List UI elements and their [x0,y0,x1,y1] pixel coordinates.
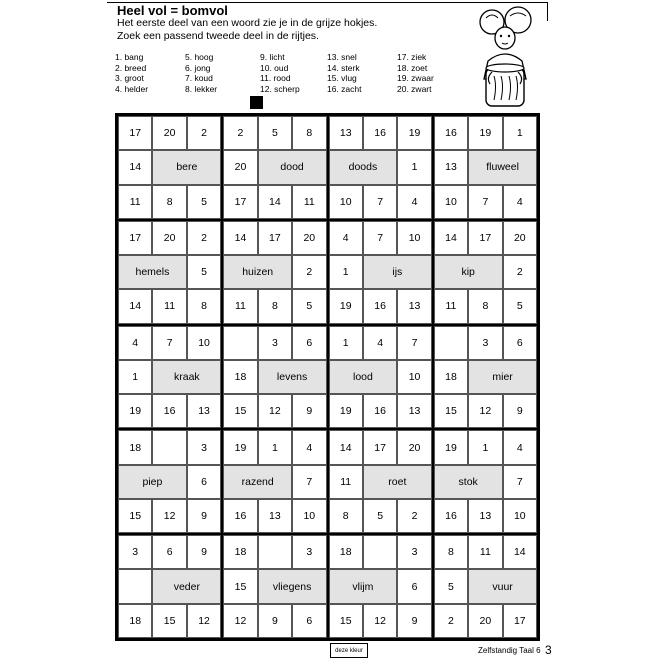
number-cell: 16 [223,499,257,533]
puzzle-block [328,534,433,639]
number-cell: 12 [223,604,257,638]
number-cell: 16 [434,116,468,150]
number-cell: 16 [363,289,397,323]
number-cell: 17 [118,116,152,150]
puzzle-block [328,429,433,534]
number-cell: 15 [329,604,363,638]
number-cell: 12 [363,604,397,638]
number-cell: 16 [363,394,397,428]
word-part-cell: dood [258,150,327,184]
number-cell: 15 [152,604,186,638]
answer-cell[interactable] [363,535,397,569]
number-cell: 1 [397,150,431,184]
number-cell: 11 [118,185,152,219]
answer-cell[interactable] [434,326,468,360]
number-cell: 7 [363,221,397,255]
number-cell: 3 [397,535,431,569]
number-cell: 17 [258,221,292,255]
word-list-item: 8. lekker [185,83,218,94]
answer-cell[interactable] [258,535,292,569]
number-cell: 3 [292,535,326,569]
number-cell: 19 [223,430,257,464]
word-part-cell: huizen [223,255,292,289]
number-cell: 10 [187,326,221,360]
number-cell: 1 [468,430,502,464]
number-cell: 20 [397,430,431,464]
number-cell: 15 [118,499,152,533]
black-square-marker [250,96,263,109]
number-cell: 4 [329,221,363,255]
number-cell: 6 [397,569,431,603]
puzzle-block [328,115,433,220]
puzzle-block [328,325,433,430]
number-cell: 14 [118,289,152,323]
number-cell: 2 [223,116,257,150]
number-cell: 6 [152,535,186,569]
number-cell: 7 [397,326,431,360]
number-cell: 18 [329,535,363,569]
word-list-item: 16. zacht [327,83,362,94]
number-cell: 6 [292,326,326,360]
book-label: Zelfstandig Taal 6 [478,646,541,655]
number-cell: 10 [397,360,431,394]
number-cell: 13 [468,499,502,533]
number-cell: 11 [223,289,257,323]
number-cell: 17 [118,221,152,255]
number-cell: 8 [187,289,221,323]
number-cell: 5 [187,255,221,289]
boy-with-jar-illustration [470,6,540,111]
number-cell: 19 [118,394,152,428]
number-cell: 6 [503,326,537,360]
number-cell: 2 [187,221,221,255]
number-cell: 4 [503,185,537,219]
number-cell: 1 [329,255,363,289]
number-cell: 18 [118,604,152,638]
number-cell: 12 [258,394,292,428]
number-cell: 5 [258,116,292,150]
word-part-cell: kraak [152,360,221,394]
puzzle-block [222,325,327,430]
number-cell: 11 [152,289,186,323]
puzzle-block [117,115,222,220]
number-cell: 5 [363,499,397,533]
number-cell: 11 [292,185,326,219]
number-cell: 10 [503,499,537,533]
color-key-button[interactable]: deze kleur [330,643,368,658]
number-cell: 20 [152,221,186,255]
puzzle-block [222,429,327,534]
number-cell: 15 [223,394,257,428]
number-cell: 11 [434,289,468,323]
number-cell: 8 [292,116,326,150]
page-number: 3 [545,643,552,657]
number-cell: 1 [258,430,292,464]
number-cell: 19 [434,430,468,464]
number-cell: 9 [258,604,292,638]
number-cell: 12 [152,499,186,533]
puzzle-block [222,534,327,639]
word-part-cell: vliegens [258,569,327,603]
word-list-item: 20. zwart [397,83,432,94]
number-cell: 6 [187,465,221,499]
number-cell: 14 [258,185,292,219]
word-list-item: 11. rood [260,73,291,83]
number-cell: 4 [292,430,326,464]
puzzle-block [433,115,538,220]
word-part-cell: levens [258,360,327,394]
number-cell: 4 [118,326,152,360]
number-cell: 10 [434,185,468,219]
number-cell: 2 [503,255,537,289]
number-cell: 14 [503,535,537,569]
number-cell: 6 [292,604,326,638]
word-part-cell: stok [434,465,503,499]
number-cell: 14 [223,221,257,255]
number-cell: 7 [292,465,326,499]
number-cell: 11 [329,465,363,499]
word-part-cell: bere [152,150,221,184]
number-cell: 11 [468,535,502,569]
word-part-cell: doods [329,150,398,184]
number-cell: 17 [223,185,257,219]
number-cell: 14 [329,430,363,464]
number-cell: 20 [152,116,186,150]
answer-cell[interactable] [118,569,152,603]
number-cell: 3 [468,326,502,360]
answer-cell[interactable] [152,430,186,464]
instruction-line-1: Het eerste deel van een woord zie je in de grijze hokjes. [117,17,378,29]
word-part-cell: lood [329,360,398,394]
word-list-item: 3. groot [115,73,144,83]
number-cell: 20 [468,604,502,638]
word-list-item: 13. snel [327,52,357,62]
word-list-item: 12. scherp [260,83,300,94]
puzzle-block [433,325,538,430]
number-cell: 14 [118,150,152,184]
number-cell: 17 [468,221,502,255]
word-list-item: 2. breed [115,62,147,73]
number-cell: 17 [363,430,397,464]
number-cell: 16 [363,116,397,150]
number-cell: 13 [397,394,431,428]
word-part-cell: veder [152,569,221,603]
number-cell: 7 [503,465,537,499]
number-cell: 16 [152,394,186,428]
number-cell: 10 [329,185,363,219]
number-cell: 5 [292,289,326,323]
number-cell: 18 [223,535,257,569]
number-cell: 2 [187,116,221,150]
number-cell: 9 [187,535,221,569]
word-part-cell: mier [468,360,537,394]
number-cell: 13 [258,499,292,533]
word-part-cell: ijs [363,255,432,289]
number-cell: 13 [434,150,468,184]
number-cell: 4 [363,326,397,360]
puzzle-block [433,429,538,534]
word-list-item: 4. helder [115,83,149,94]
number-cell: 13 [187,394,221,428]
puzzle-block [433,534,538,639]
number-cell: 18 [434,360,468,394]
number-cell: 20 [503,221,537,255]
number-cell: 16 [434,499,468,533]
word-part-cell: vuur [468,569,537,603]
number-cell: 5 [187,185,221,219]
number-cell: 8 [152,185,186,219]
number-cell: 18 [118,430,152,464]
word-list-item: 10. oud [260,62,289,73]
word-part-cell: kip [434,255,503,289]
number-cell: 7 [468,185,502,219]
number-cell: 7 [152,326,186,360]
number-cell: 5 [434,569,468,603]
puzzle-block [222,115,327,220]
word-part-cell: razend [223,465,292,499]
word-part-cell: fluweel [468,150,537,184]
number-cell: 12 [187,604,221,638]
puzzle-block [117,325,222,430]
number-cell: 7 [363,185,397,219]
number-cell: 8 [468,289,502,323]
word-part-cell: vlijm [329,569,398,603]
number-cell: 9 [397,604,431,638]
word-list-item: 14. sterk [327,62,360,73]
number-cell: 3 [187,430,221,464]
number-cell: 17 [503,604,537,638]
puzzle-block [117,220,222,325]
number-cell: 15 [434,394,468,428]
number-cell: 3 [258,326,292,360]
number-cell: 12 [468,394,502,428]
number-cell: 2 [434,604,468,638]
number-cell: 9 [292,394,326,428]
puzzle-block [328,220,433,325]
word-list-item: 1. bang [115,52,144,62]
instruction-line-2: Zoek een passend tweede deel in de rijtjes. [117,30,319,42]
word-list [115,52,465,94]
number-cell: 1 [329,326,363,360]
number-cell: 10 [397,221,431,255]
word-list-item: 5. hoog [185,52,214,62]
number-cell: 3 [118,535,152,569]
word-list-item: 9. licht [260,52,285,62]
number-cell: 10 [292,499,326,533]
number-cell: 4 [503,430,537,464]
number-cell: 19 [329,289,363,323]
number-cell: 20 [223,150,257,184]
number-cell: 19 [329,394,363,428]
word-list-item: 17. ziek [397,52,427,62]
word-list-item: 6. jong [185,62,211,73]
number-cell: 14 [434,221,468,255]
page-title: Heel vol = bomvol [117,3,228,18]
number-cell: 8 [434,535,468,569]
number-cell: 9 [187,499,221,533]
puzzle-block [117,534,222,639]
number-cell: 5 [503,289,537,323]
number-cell: 13 [397,289,431,323]
word-part-cell: roet [363,465,432,499]
word-list-item: 15. vlug [327,73,357,83]
number-cell: 19 [397,116,431,150]
word-part-cell: piep [118,465,187,499]
number-cell: 18 [223,360,257,394]
number-cell: 20 [292,221,326,255]
word-list-item: 19. zwaar [397,73,434,83]
number-cell: 15 [223,569,257,603]
number-cell: 8 [258,289,292,323]
number-cell: 13 [329,116,363,150]
number-cell: 19 [468,116,502,150]
word-part-cell: hemels [118,255,187,289]
answer-cell[interactable] [223,326,257,360]
word-list-item: 7. koud [185,73,213,83]
puzzle-grid [115,113,540,641]
word-list-item: 18. zoet [397,62,428,73]
number-cell: 9 [503,394,537,428]
number-cell: 2 [292,255,326,289]
puzzle-block [222,220,327,325]
puzzle-block [433,220,538,325]
number-cell: 1 [118,360,152,394]
number-cell: 1 [503,116,537,150]
number-cell: 8 [329,499,363,533]
number-cell: 2 [397,499,431,533]
puzzle-block [117,429,222,534]
number-cell: 4 [397,185,431,219]
